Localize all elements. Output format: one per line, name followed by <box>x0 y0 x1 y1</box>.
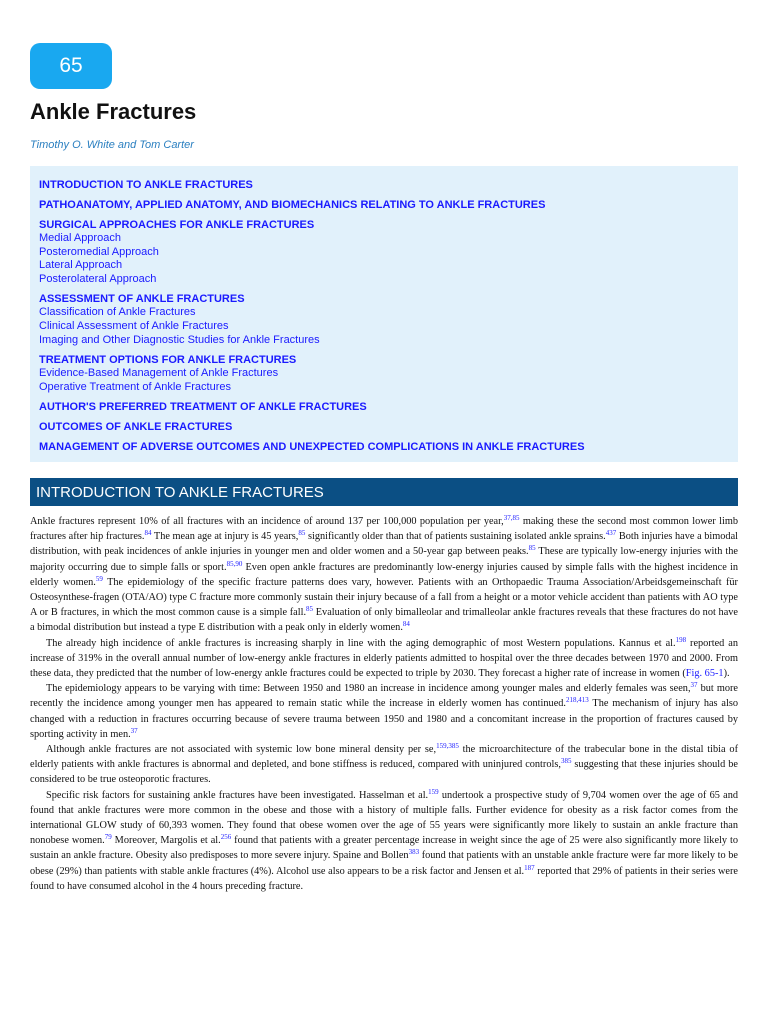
text-run: The epidemiology appears to be varying with time: Between 1950 and 1980 an increase in incidence among younger males and elderly females was seen, <box>46 683 691 695</box>
text-run: found that patients with a greater percentage increase in weight since the age of 25 were also significantly more likely to sustain an ankle fracture. Obesity also predisposes to more severe injury. Spaine and Bollen <box>30 835 738 862</box>
text-run: the microarchitecture of the trabecular bone in the distal tibia of elderly patients with ankle fractures is abnormal and depleted, and bone stiffness is reduced, compared with uninjured controls, <box>30 744 738 771</box>
text-run: but more recently the incidence among younger men has appeared to remain static while the increase in elderly women has continued. <box>30 683 738 710</box>
toc-subheading-link[interactable]: Operative Treatment of Ankle Fractures <box>39 380 231 393</box>
body-paragraph <box>30 742 738 788</box>
text-run: Although ankle fractures are not associated with systemic low bone mineral density per se, <box>46 744 437 756</box>
text-run: These are typically low-energy injuries with the majority occurring due to simple falls or sport. <box>30 546 738 573</box>
body-paragraph <box>30 514 738 636</box>
text-run: The already high incidence of ankle fractures is increasing sharply in line with the aging demographic of most Western populations. Kannus et al. <box>46 637 676 649</box>
toc-subheading-link[interactable]: Lateral Approach <box>39 259 123 272</box>
body-paragraph <box>30 788 738 894</box>
citation-link[interactable]: 383 <box>408 848 420 857</box>
citation-link[interactable]: 385 <box>560 757 572 766</box>
toc-subheading-link[interactable]: Classification of Ankle Fractures <box>39 306 196 319</box>
toc-subheading-link[interactable]: Imaging and Other Diagnostic Studies for Ankle Fractures <box>39 333 320 346</box>
section-heading-bar <box>30 478 738 506</box>
chapter-authors: Timothy O. White and Tom Carter <box>30 139 194 151</box>
toc-subheading-link[interactable]: Evidence-Based Management of Ankle Fractures <box>39 367 279 380</box>
citation-link[interactable]: 159 <box>428 787 439 796</box>
toc-subheading-link[interactable]: Clinical Assessment of Ankle Fractures <box>39 319 229 332</box>
toc-group <box>39 219 729 286</box>
body-paragraph <box>30 681 738 742</box>
text-run: The epidemiology of the specific fracture patterns does vary, however. Patients with an Orthopaedic Trauma Association/Arbeidsgemeinschaft für Osteosynthese-fragen (OTA/AO) type C fracture more commonly sustain their injury because of a fall from a height or a motor vehicle accident than patients with AO type A or B fractures, in which the most common cause is a simple fall. <box>30 576 738 619</box>
chapter-title: Ankle Fractures <box>30 99 197 124</box>
toc-heading-link[interactable]: MANAGEMENT OF ADVERSE OUTCOMES AND UNEXPECTED COMPLICATIONS IN ANKLE FRACTURES <box>39 441 585 454</box>
citation-link[interactable]: 218,413 <box>566 696 589 705</box>
article-body <box>30 514 738 894</box>
chapter-number-badge: 65 <box>30 43 112 89</box>
text-run: significantly older than that of patients sustaining isolated ankle sprains. <box>305 531 606 543</box>
body-paragraph <box>30 636 738 682</box>
toc-group <box>39 199 729 212</box>
citation-link[interactable]: 159,385 <box>436 742 459 751</box>
toc-group <box>39 354 729 394</box>
citation-link[interactable]: 198 <box>675 635 687 644</box>
citation-link[interactable]: 79 <box>104 833 112 842</box>
toc-heading-link[interactable]: SURGICAL APPROACHES FOR ANKLE FRACTURES <box>39 219 315 231</box>
toc-heading-link[interactable]: PATHOANATOMY, APPLIED ANATOMY, AND BIOMECHANICS RELATING TO ANKLE FRACTURES <box>39 199 546 211</box>
text-run: Even open ankle fractures are predominantly low-energy injuries caused by simple falls with the highest incidence in elderly women. <box>30 561 738 588</box>
citation-link[interactable]: 187 <box>524 863 535 872</box>
citation-link[interactable]: 59 <box>95 574 103 583</box>
toc-group <box>39 401 729 414</box>
toc-subheading-link[interactable]: Medial Approach <box>39 232 121 244</box>
citation-link[interactable]: 84 <box>144 529 152 538</box>
text-run: ). <box>723 668 730 680</box>
text-run: Evaluation of only bimalleolar and trimalleolar ankle fractures reveals that these fractures do not have a bimodal distribution but instead a type E distribution with a peak only in elderly women. <box>30 607 738 634</box>
citation-link[interactable]: 85 <box>298 529 306 538</box>
text-run: undertook a prospective study of 9,704 women over the age of 65 and found that ankle fractures were more common in the obese and those with a history of multiple falls. Further evidence for obesity as a risk factor comes from the international GLOW study of 60,393 women. They found that obese women over the age of 55 years were significantly more likely to sustain an ankle fracture than nonobese women. <box>30 789 738 847</box>
toc-group <box>39 421 729 434</box>
toc-group <box>39 441 729 454</box>
citation-link[interactable]: 84 <box>402 620 410 629</box>
citation-link[interactable]: 37 <box>130 726 138 735</box>
toc-group <box>39 179 729 192</box>
text-run: Moreover, Margolis et al. <box>111 835 221 847</box>
toc-heading-link[interactable]: AUTHOR'S PREFERRED TREATMENT OF ANKLE FRACTURES <box>39 401 367 414</box>
citation-link[interactable]: 85 <box>528 544 536 553</box>
text-run: Both injuries have a bimodal distribution, with peak incidences of ankle injuries in younger men and older women and a 50-year gap between peaks. <box>30 531 739 558</box>
toc-heading-link[interactable]: INTRODUCTION TO ANKLE FRACTURES <box>39 179 253 191</box>
text-run: reported an increase of 319% in the overall annual number of low-energy ankle fractures in elderly patients admitted to hospital over the three decades between 1970 and 2000. From these data, they predicted that the number of low-energy ankle fractures could be expected to triple by 2030. They forecast a higher rate of increase in women ( <box>30 637 738 680</box>
citation-link[interactable]: 256 <box>220 833 232 842</box>
text-run: making these the second most common lower limb fractures after hip fractures. <box>30 516 738 543</box>
text-run: suggesting that these injuries should be considered to be true osteoporotic fractures. <box>30 759 738 786</box>
toc-heading-link[interactable]: TREATMENT OPTIONS FOR ANKLE FRACTURES <box>39 354 297 367</box>
toc-subheading-link[interactable]: Posterolateral Approach <box>39 272 157 285</box>
toc-heading-link[interactable]: OUTCOMES OF ANKLE FRACTURES <box>39 421 233 434</box>
text-run: reported that 29% of patients in their series were found to have consumed alcohol in the 4 hours preceding fracture. <box>30 865 738 892</box>
text-run: The mechanism of injury has also changed with a reduction in fractures occurring because of severe trauma between 1950 and 1980 and a concomitant increase in the proportion of fractures caused by sporting activity in men. <box>30 698 738 740</box>
section-heading: INTRODUCTION TO ANKLE FRACTURES <box>36 483 324 501</box>
citation-link[interactable]: 85,90 <box>226 559 243 568</box>
citation-link[interactable]: 37,85 <box>503 514 520 522</box>
toc-heading-link[interactable]: ASSESSMENT OF ANKLE FRACTURES <box>39 293 245 306</box>
text-run: The mean age at injury is 45 years, <box>151 531 299 543</box>
toc-group <box>39 293 729 347</box>
figure-link[interactable]: Fig. 65-1 <box>685 668 724 680</box>
table-of-contents <box>30 166 738 462</box>
citation-link[interactable]: 37 <box>690 681 698 690</box>
text-run: Ankle fractures represent 10% of all fractures with an incidence of around 137 per 100,000 population per year, <box>30 516 504 527</box>
text-run: Specific risk factors for sustaining ankle fractures have been investigated. Hasselman et al. <box>46 789 429 801</box>
citation-link[interactable]: 437 <box>605 529 617 538</box>
text-run: found that patients with an unstable ankle fracture were far more likely to be obese (29%) than patients with stable ankle fractures (4%). Alcohol use also appears to be a risk factor and Jensen et al. <box>30 850 738 877</box>
toc-subheading-link[interactable]: Posteromedial Approach <box>39 245 159 258</box>
citation-link[interactable]: 85 <box>306 605 314 614</box>
